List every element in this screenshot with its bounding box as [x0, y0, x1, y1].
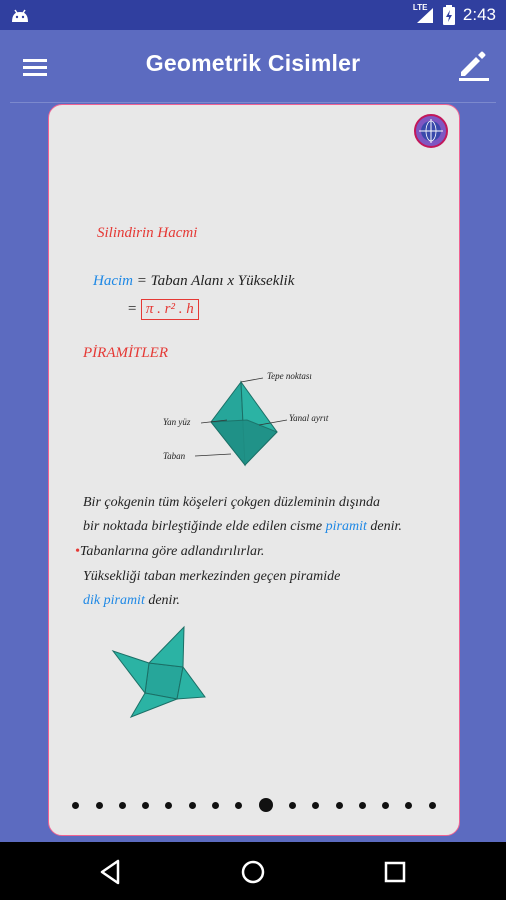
paragraph-line-4: Yüksekliği taban merkezinden geçen piramide: [83, 569, 341, 584]
android-icon: [10, 6, 30, 24]
label-apex: Tepe noktası: [267, 371, 312, 381]
page-dot[interactable]: [405, 802, 412, 809]
label-edge: Yanal ayrıt: [289, 413, 329, 423]
home-icon[interactable]: [236, 855, 270, 889]
paragraph-line-5: dik piramit denir.: [83, 593, 180, 608]
back-icon[interactable]: [94, 855, 128, 889]
formula-result: [127, 299, 199, 320]
page-dot[interactable]: [235, 802, 242, 809]
battery-icon: [443, 5, 455, 25]
paragraph-line-3: •Tabanlarına göre adlandırılırlar.: [75, 544, 265, 559]
formula-boxed: π . r² . h: [141, 299, 199, 320]
formula-equals: =: [127, 301, 138, 317]
section-title-pyramids: PİRAMİTLER: [83, 345, 168, 361]
page-dot[interactable]: [119, 802, 126, 809]
term-piramit: piramit: [325, 519, 367, 534]
bullet-icon: •: [75, 544, 80, 559]
label-face: Yan yüz: [163, 417, 191, 427]
label-base: Taban: [163, 451, 186, 461]
section-title-cylinder: Silindirin Hacmi: [97, 225, 198, 241]
page-dot[interactable]: [72, 802, 79, 809]
page-dot[interactable]: [336, 802, 343, 809]
formula-label: Hacim: [93, 273, 133, 289]
page-dot[interactable]: [96, 802, 103, 809]
page-title: Geometrik Cisimler: [145, 50, 361, 76]
page-dot[interactable]: [165, 802, 172, 809]
formula-line: [93, 273, 294, 290]
navigation-bar: [0, 842, 506, 900]
pencil-icon[interactable]: [456, 46, 492, 82]
page-dot[interactable]: [382, 802, 389, 809]
page-dot[interactable]: [429, 802, 436, 809]
formula-rhs: = Taban Alanı x Yükseklik: [136, 273, 295, 289]
page-dot[interactable]: [189, 802, 196, 809]
pyramid-net-illustration: [109, 625, 219, 725]
app-bar: [0, 30, 506, 102]
page-dot[interactable]: [312, 802, 319, 809]
term-dik-piramit: dik piramit: [83, 593, 145, 608]
page-dot[interactable]: [289, 802, 296, 809]
page-dot[interactable]: [212, 802, 219, 809]
paragraph-line-1: Bir çokgenin tüm köşeleri çokgen düzleminin dışında: [83, 495, 381, 510]
clock: 2:43: [462, 5, 496, 24]
signal-icon: LTE: [415, 6, 435, 24]
divider: [10, 102, 496, 103]
page-dot[interactable]: [142, 802, 149, 809]
page-indicator: [49, 795, 459, 815]
page-dot[interactable]: [359, 802, 366, 809]
logo-seal-icon: [413, 113, 449, 149]
content-card[interactable]: [48, 104, 460, 836]
page-dot[interactable]: [259, 798, 273, 812]
recents-icon[interactable]: [378, 855, 412, 889]
paragraph-line-2: bir noktada birleştiğinde elde edilen cisme piramit denir.: [83, 519, 402, 534]
status-bar: [0, 0, 506, 30]
